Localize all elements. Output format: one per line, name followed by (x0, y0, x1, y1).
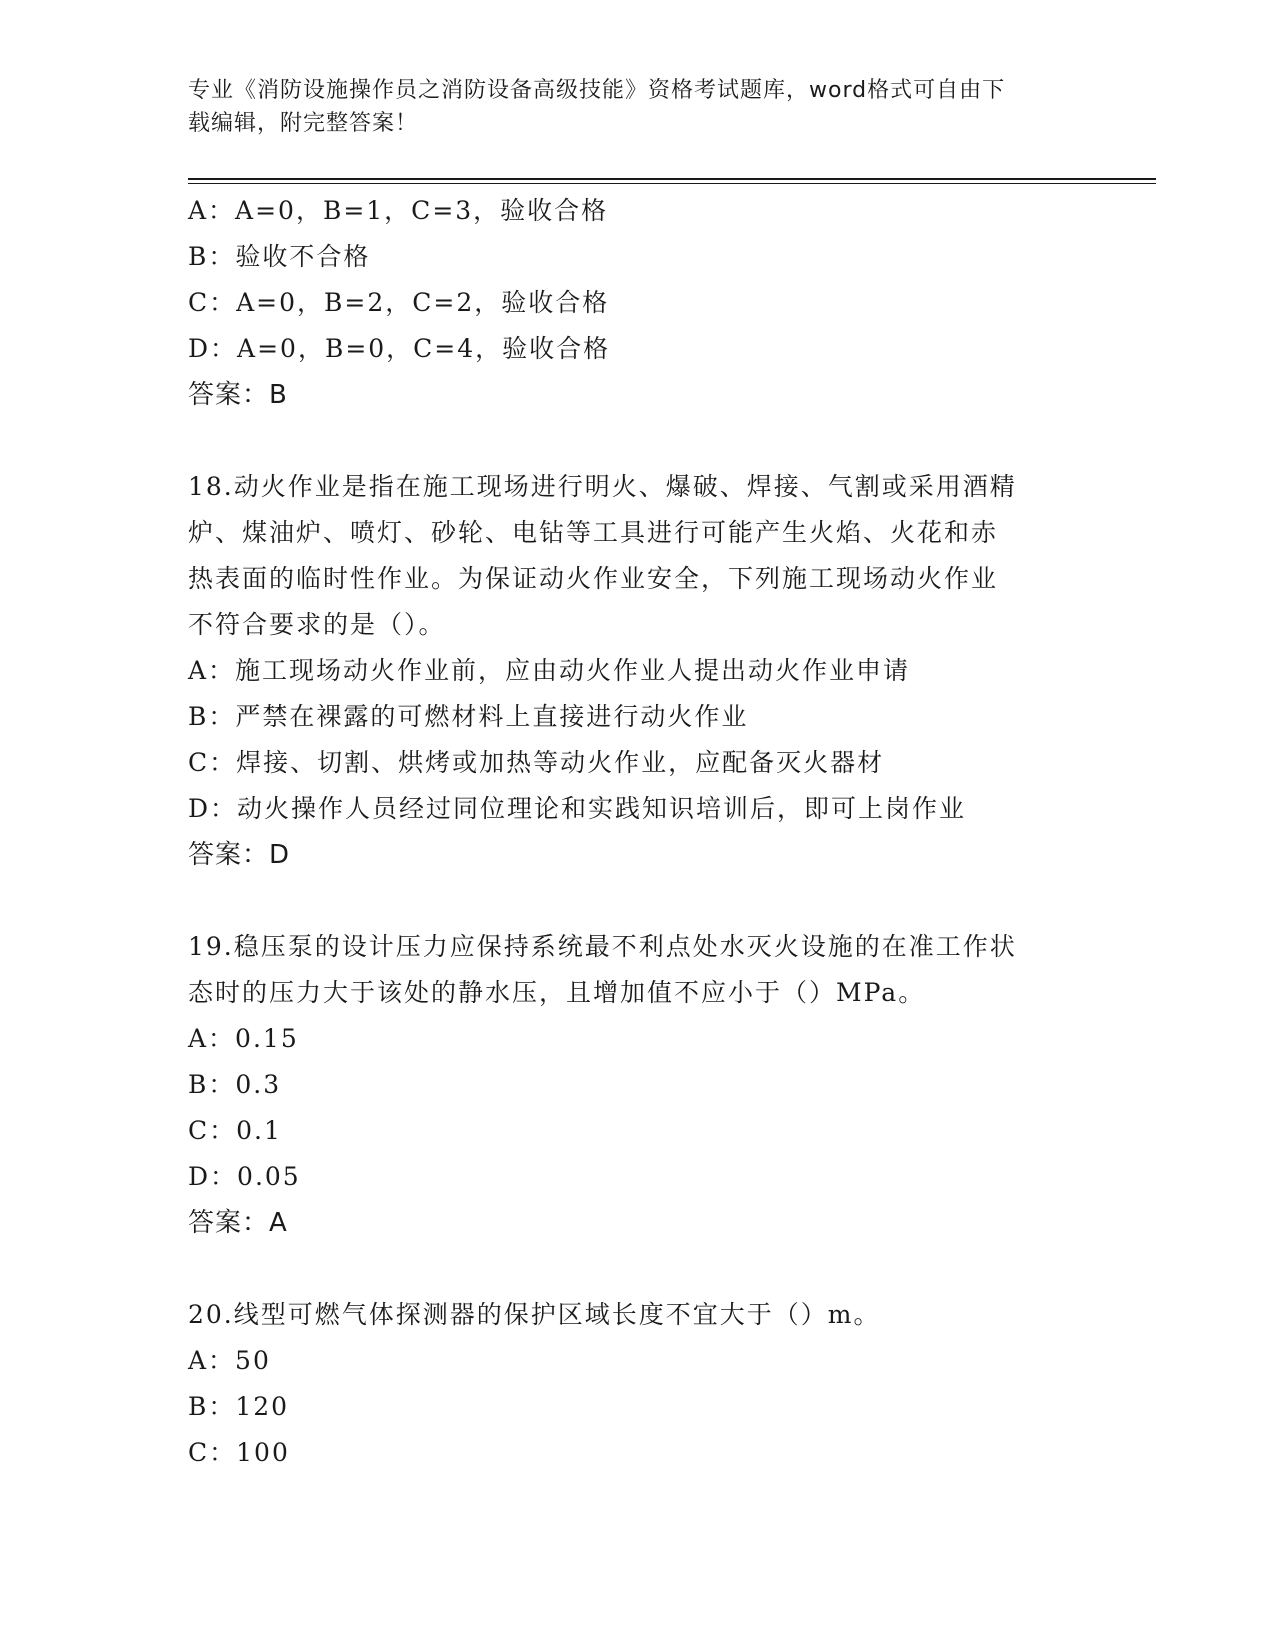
question-stem-line: 19.稳压泵的设计压力应保持系统最不利点处水灭火设施的在准工作状 (188, 932, 1017, 961)
question-18 (188, 464, 1088, 878)
question-17 (188, 188, 1088, 418)
option-b: B：0.3 (188, 1070, 282, 1099)
question-20 (188, 1292, 1088, 1476)
option-c: C：0.1 (188, 1116, 282, 1145)
question-19 (188, 924, 1088, 1246)
question-stem-line: 热表面的临时性作业。为保证动火作业安全，下列施工现场动火作业 (188, 564, 999, 593)
spacer (188, 878, 1088, 924)
option-c: C：100 (188, 1438, 290, 1467)
header-line-2: 载编辑，附完整答案！ (188, 111, 419, 136)
question-stem-line: 态时的压力大于该处的静水压，且增加值不应小于（）MPa。 (188, 978, 926, 1007)
option-c: C：A=0，B=2，C=2，验收合格 (188, 288, 610, 317)
question-stem-line: 18.动火作业是指在施工现场进行明火、爆破、焊接、气割或采用酒精 (188, 472, 1017, 501)
header-line-1: 专业《消防设施操作员之消防设备高级技能》资格考试题库，word格式可自由下 (188, 78, 1006, 103)
header-divider-thin (188, 183, 1156, 184)
answer: 答案：D (188, 840, 291, 870)
option-b: B：验收不合格 (188, 242, 371, 271)
question-stem-line: 不符合要求的是（）。 (188, 610, 446, 639)
option-a: A：施工现场动火作业前，应由动火作业人提出动火作业申请 (188, 656, 911, 685)
option-d: D：0.05 (188, 1162, 301, 1191)
option-a: A：0.15 (188, 1024, 299, 1053)
option-c: C：焊接、切割、烘烤或加热等动火作业，应配备灭火器材 (188, 748, 885, 777)
spacer (188, 418, 1088, 464)
answer: 答案：B (188, 380, 288, 410)
option-d: D：动火操作人员经过同位理论和实践知识培训后，即可上岗作业 (188, 794, 967, 823)
option-d: D：A=0，B=0，C=4，验收合格 (188, 334, 611, 363)
option-b: B：严禁在裸露的可燃材料上直接进行动火作业 (188, 702, 749, 731)
question-list (188, 188, 1088, 1476)
document-header (188, 74, 1088, 140)
header-divider-thick (188, 178, 1156, 180)
spacer (188, 1246, 1088, 1292)
option-b: B：120 (188, 1392, 290, 1421)
answer: 答案：A (188, 1208, 288, 1238)
option-a: A：50 (188, 1346, 271, 1375)
option-a: A：A=0，B=1，C=3，验收合格 (188, 196, 609, 225)
question-stem-line: 20.线型可燃气体探测器的保护区域长度不宜大于（）m。 (188, 1300, 881, 1329)
question-stem-line: 炉、煤油炉、喷灯、砂轮、电钻等工具进行可能产生火焰、火花和赤 (188, 518, 999, 547)
